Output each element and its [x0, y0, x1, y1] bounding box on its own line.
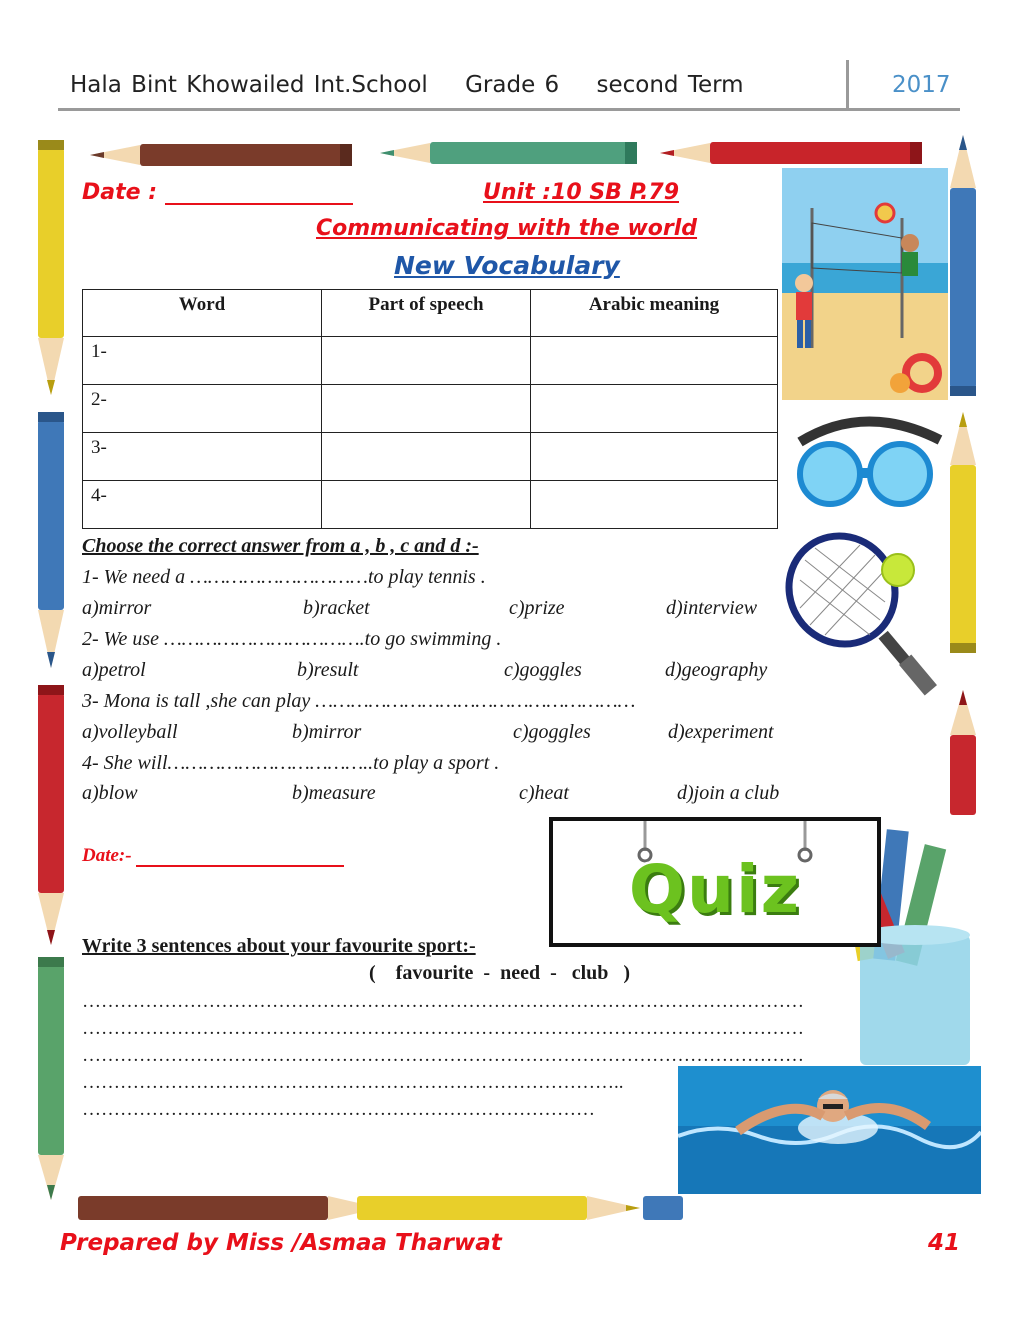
swimmer-photo	[678, 1066, 981, 1194]
school-name: Hala Bint Khowailed Int.School	[70, 72, 428, 98]
writing-instruction: Write 3 sentences about your favourite sport:-	[82, 935, 476, 957]
table-cell[interactable]	[322, 385, 531, 433]
date-label: Date :	[82, 180, 158, 205]
table-cell[interactable]	[322, 481, 531, 529]
swimming-goggles-illustration	[790, 402, 945, 514]
option-a[interactable]: a)mirror	[82, 597, 152, 619]
pencil-icon	[950, 135, 976, 396]
pencil-icon	[38, 412, 64, 668]
writing-line[interactable]: …………………………………………………………………………..	[82, 1072, 624, 1093]
writing-hint: ( favourite - need - club )	[369, 962, 631, 984]
option-b[interactable]: b)result	[297, 659, 359, 681]
pencil-icon	[78, 1196, 380, 1220]
table-row	[83, 433, 778, 481]
pencil-icon	[38, 957, 64, 1200]
pencil-icon	[643, 1196, 683, 1220]
option-d[interactable]: d)join a club	[677, 782, 780, 804]
table-header-row	[83, 290, 778, 337]
volleyball-beach-illustration	[782, 168, 948, 400]
question-text: 4- She will……………………………..to play a sport .	[82, 752, 500, 774]
table-cell[interactable]	[531, 337, 778, 385]
tennis-racket-illustration	[780, 530, 950, 698]
date-field[interactable]	[82, 845, 344, 867]
table-cell[interactable]	[531, 433, 778, 481]
table-row	[83, 337, 778, 385]
pencil-icon	[950, 412, 976, 653]
option-c[interactable]: c)heat	[519, 782, 569, 804]
option-b[interactable]: b)racket	[303, 597, 370, 619]
year-label: 2017	[892, 72, 951, 98]
table-row	[83, 481, 778, 529]
column-header-word: Word	[83, 290, 322, 337]
table-row	[83, 385, 778, 433]
row-number[interactable]: 4-	[83, 481, 322, 529]
question-text: 3- Mona is tall ,she can play ………………………………………………	[82, 690, 636, 712]
pencil-icon	[950, 690, 976, 815]
option-d[interactable]: d)geography	[665, 659, 768, 681]
date-blank[interactable]	[136, 847, 344, 867]
option-d[interactable]: d)interview	[666, 597, 758, 619]
column-header-part-of-speech: Part of speech	[322, 290, 531, 337]
writing-line[interactable]: ……………………………………………………………………………………………………	[82, 1045, 804, 1066]
writing-line[interactable]: ……………………………………………………………………………………………………	[82, 1018, 804, 1039]
option-c[interactable]: c)goggles	[504, 659, 582, 681]
writing-line[interactable]: ……………………………………………………………………………………………………	[82, 991, 804, 1012]
option-a[interactable]: a)petrol	[82, 659, 146, 681]
unit-label: Unit :10 SB P.79	[483, 180, 680, 205]
pencil-icon	[357, 1196, 640, 1220]
pencil-icon	[38, 685, 64, 945]
table-cell[interactable]	[531, 481, 778, 529]
option-d[interactable]: d)experiment	[668, 721, 774, 743]
row-number[interactable]: 2-	[83, 385, 322, 433]
section-title: New Vocabulary	[394, 251, 620, 280]
pencil-icon	[380, 142, 637, 164]
writing-line[interactable]: ………………………………………………………………………	[82, 1099, 595, 1120]
quiz-title: Quiz	[628, 851, 802, 928]
table-cell[interactable]	[322, 337, 531, 385]
date-label: Date:-	[82, 845, 132, 866]
topic-title: Communicating with the world	[316, 216, 698, 241]
pencil-icon	[38, 140, 64, 395]
grade-label: Grade 6	[465, 72, 560, 98]
prepared-by: Prepared by Miss /Asmaa Tharwat	[60, 1230, 502, 1256]
option-a[interactable]: a)blow	[82, 782, 138, 804]
row-number[interactable]: 1-	[83, 337, 322, 385]
row-number[interactable]: 3-	[83, 433, 322, 481]
table-cell[interactable]	[531, 385, 778, 433]
option-b[interactable]: b)measure	[292, 782, 376, 804]
option-a[interactable]: a)volleyball	[82, 721, 178, 743]
option-c[interactable]: c)goggles	[513, 721, 591, 743]
option-b[interactable]: b)mirror	[292, 721, 362, 743]
column-header-arabic-meaning: Arabic meaning	[531, 290, 778, 337]
pencil-icon	[660, 142, 922, 164]
question-text: 2- We use …………………………….to go swimming .	[82, 628, 502, 650]
vocabulary-table	[82, 289, 778, 529]
date-blank[interactable]	[165, 181, 353, 205]
date-field[interactable]	[82, 180, 353, 205]
quiz-sign	[549, 817, 881, 947]
table-cell[interactable]	[322, 433, 531, 481]
question-text: 1- We need a …………………………to play tennis .	[82, 566, 486, 588]
term-label: second Term	[596, 72, 744, 98]
option-c[interactable]: c)prize	[509, 597, 565, 619]
page-number: 41	[928, 1230, 961, 1256]
pencil-icon	[90, 144, 352, 166]
mcq-instruction: Choose the correct answer from a , b , c and d :-	[82, 535, 479, 557]
